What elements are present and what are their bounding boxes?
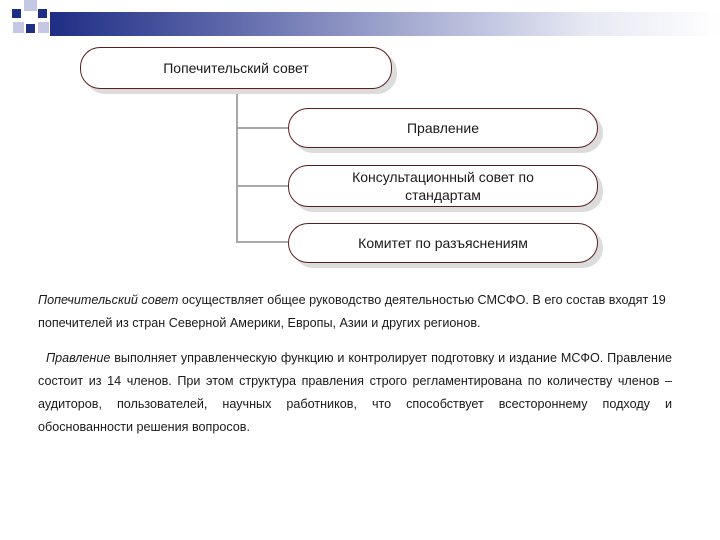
- node-board: [288, 108, 598, 148]
- paragraph-term: Попечительский совет: [38, 293, 179, 307]
- node-board-of-trustees: [80, 47, 392, 89]
- deco-square: [13, 22, 24, 33]
- connector-trunk: [236, 88, 238, 242]
- node-interpretations-committee: [288, 223, 598, 263]
- node-label: Правление: [406, 120, 480, 136]
- connector-branch-committee: [236, 241, 288, 243]
- connector-branch-advisory: [236, 185, 288, 187]
- node-label: Комитет по разъяснениям: [358, 235, 528, 251]
- deco-square: [24, 0, 37, 11]
- paragraph-body: выполняет управленческую функцию и контролирует подготовку и издание МСФО. Правление состоит из 14 членов. При этом структура правления строго регламентирована по количеству членов – аудиторов, пользователей, научных работников, что способствует всестороннему подходу и обоснованности решения вопросов.: [38, 351, 672, 434]
- node-label: Консультационный совет по стандартам: [352, 169, 534, 203]
- header-gradient-band: [50, 12, 720, 36]
- paragraph-board-of-trustees: [38, 289, 672, 335]
- paragraph-board: [38, 347, 672, 439]
- deco-square: [26, 24, 35, 33]
- deco-square: [38, 22, 49, 33]
- node-label: Попечительский совет: [163, 60, 309, 76]
- paragraph-term: Правление: [46, 351, 111, 365]
- deco-square: [12, 9, 21, 18]
- paragraph-body: осуществляет общее руководство деятельностью СМСФО. В его состав входят 19 попечителей из стран Северной Америки, Европы, Азии и других регионов.: [38, 293, 666, 330]
- node-advisory-council: [288, 165, 598, 207]
- connector-branch-board: [236, 127, 288, 129]
- decorative-header: [0, 0, 720, 40]
- deco-square: [38, 9, 47, 18]
